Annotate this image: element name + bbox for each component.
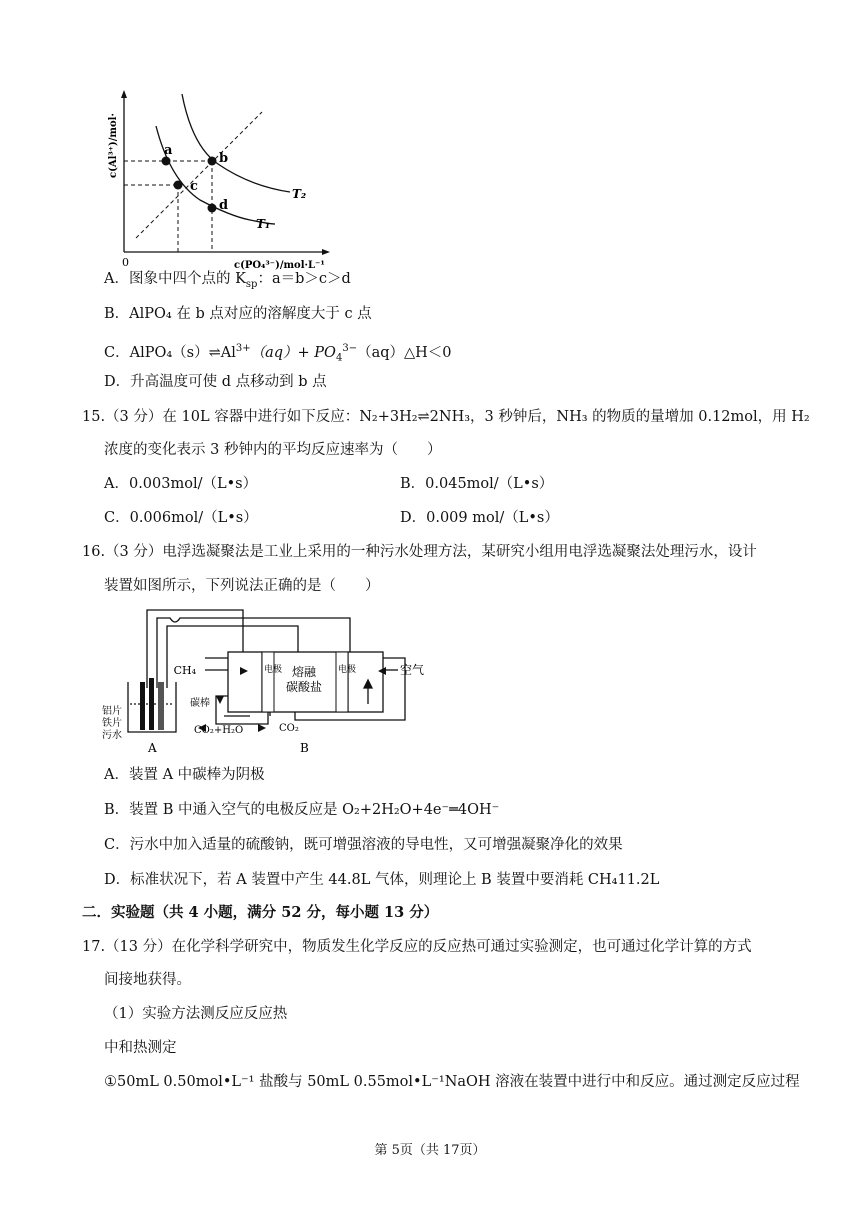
- co2-label: CO₂: [279, 723, 299, 734]
- q17-item1: ①50mL 0.50mol•L⁻¹ 盐酸与 50mL 0.55mol•L⁻¹NaOH 溶液在装置中进行中和反应。通过测定反应过程: [104, 1074, 800, 1090]
- q16-stem-line1: 16.（3 分）电浮选凝聚法是工业上采用的一种污水处理方法，某研究小组用电浮选凝聚法处理污水，设计: [82, 544, 757, 560]
- apparatus-a-label: A: [148, 741, 157, 755]
- q14-option-c: C．$AlPO_4(s)\rightleftharpoons Al^{3+}(aq)+$ $PO_4^{3-}(aq)\triangle H<0$: [104, 343, 452, 364]
- co2h2o-label: CO₂+H₂O: [194, 725, 244, 736]
- solubility-graph: [100, 88, 330, 270]
- point-d: [208, 204, 217, 213]
- q16-option-b: B．装置 B 中通入空气的电极反应是 O₂+2H₂O+4e⁻═4OH⁻: [104, 802, 500, 818]
- q17-stem-line2: 间接地获得。: [104, 972, 191, 988]
- q14-option-a: A．图象中四个点的 $K_{sp}$：a＝b＞c＞d: [104, 271, 351, 290]
- q17-stem-line1: 17.（13 分）在化学科学研究中，物质发生化学反应的反应热可通过实验测定，也可通过化学计算的方式: [82, 939, 752, 955]
- section-heading: 二．实验题（共 4 小题，满分 52 分，每小题 13 分）: [82, 904, 439, 921]
- ch4-label: CH₄: [173, 664, 196, 677]
- q15-option-a: A．0.003mol/（L•s）: [104, 476, 258, 492]
- electrode-right-label: 电极: [338, 665, 357, 675]
- x-axis-label: c(PO₄³⁻)/mol·L⁻¹: [234, 260, 325, 270]
- q16-option-a: A．装置 A 中碳棒为阴极: [104, 767, 265, 783]
- molten-label-2: 碳酸盐: [285, 680, 323, 694]
- curve-t1-label: T₁: [256, 217, 271, 231]
- page-footer: 第 5页（共 17页）: [374, 1143, 486, 1158]
- q14-option-b: B．AlPO₄ 在 b 点对应的溶解度大于 c 点: [104, 306, 372, 322]
- molten-label-1: 熔融: [291, 665, 317, 679]
- q15-stem-line1: 15.（3 分）在 10L 容器中进行如下反应：N₂+3H₂⇌2NH₃，3 秒钟后，NH₃ 的物质的量增加 0.12mol，用 H₂: [82, 409, 810, 425]
- curve-t2-label: T₂: [292, 187, 307, 201]
- apparatus-b-label: B: [300, 741, 309, 755]
- fe-sheet-label: 铁片: [102, 718, 122, 729]
- point-b-label: b: [219, 151, 229, 166]
- curve-t2: [182, 94, 290, 192]
- point-b: [208, 157, 217, 166]
- q15-stem-line2: 浓度的变化表示 3 秒钟内的平均反应速率为（ ）: [104, 442, 442, 458]
- al-sheet-label: 铝片: [102, 706, 122, 717]
- q15-option-b: B．0.045mol/（L•s）: [400, 476, 554, 492]
- q16-stem-line2: 装置如图所示，下列说法正确的是（ ）: [104, 578, 380, 594]
- point-c: [174, 181, 183, 190]
- electro-apparatus-diagram: [100, 600, 440, 755]
- q16-option-d: D．标准状况下，若 A 装置中产生 44.8L 气体，则理论上 B 装置中要消耗 CH₄11.2L: [104, 872, 660, 888]
- sewage-label: 污水: [102, 730, 122, 741]
- point-d-label: d: [219, 198, 229, 213]
- electrode-left-label: 电极: [264, 665, 283, 675]
- carbon-rod-label: 碳棒: [190, 698, 210, 709]
- point-a-label: a: [164, 143, 173, 158]
- air-label: 空气: [400, 663, 425, 677]
- q17-sub2: 中和热测定: [104, 1040, 177, 1056]
- q15-option-d: D．0.009 mol/（L•s）: [400, 510, 559, 526]
- q14-option-d: D．升高温度可使 d 点移动到 b 点: [104, 374, 327, 390]
- origin-label: 0: [122, 256, 129, 269]
- y-axis-label: c(Al³⁺)/mol·: [108, 113, 119, 178]
- q15-option-c: C．0.006mol/（L•s）: [104, 510, 258, 526]
- q16-option-c: C．污水中加入适量的硫酸钠，既可增强溶液的导电性，又可增强凝聚净化的效果: [104, 837, 623, 853]
- q17-sub1: （1）实验方法测反应反应热: [104, 1006, 288, 1022]
- point-c-label: c: [190, 179, 198, 194]
